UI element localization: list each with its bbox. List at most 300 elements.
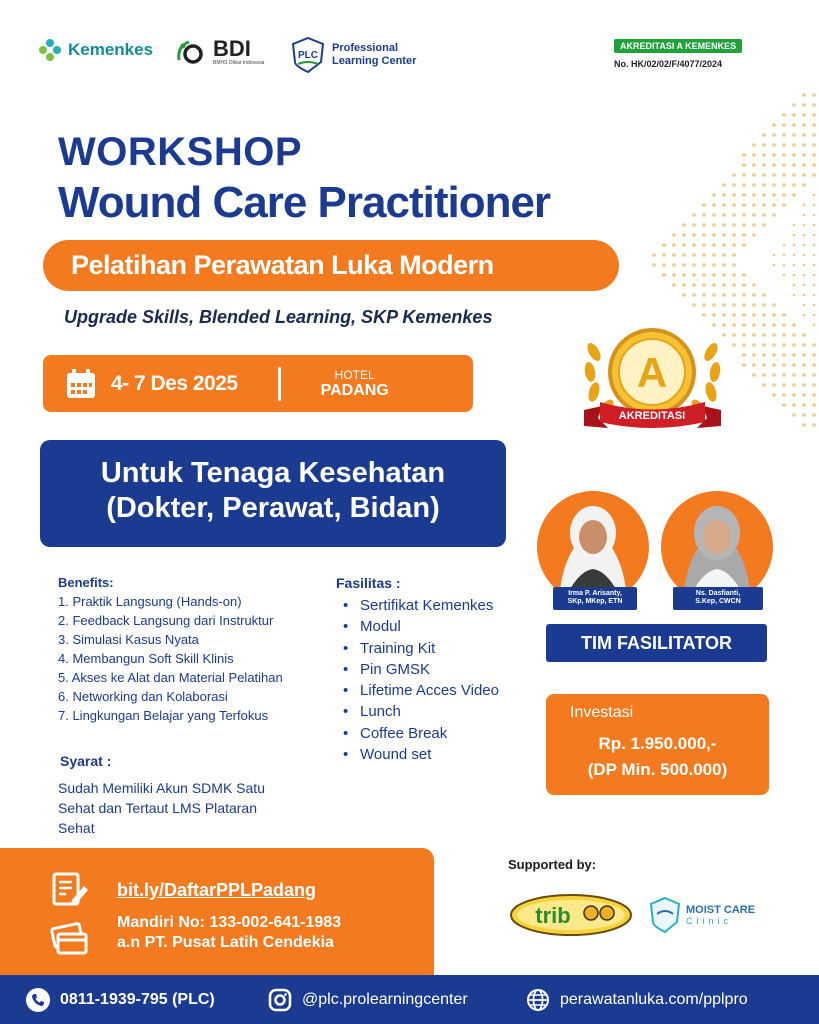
- decorative-dot: [802, 353, 806, 357]
- decorative-dot: [752, 323, 756, 327]
- decorative-dot: [712, 283, 716, 287]
- decorative-dot: [752, 163, 756, 167]
- investment-price: Rp. 1.950.000,-: [598, 734, 717, 753]
- syarat-line: Sehat dan Tertaut LMS Plataran: [58, 800, 257, 816]
- decorative-dot: [802, 153, 806, 157]
- decorative-dot: [682, 283, 686, 287]
- investment-dp: (DP Min. 500.000): [587, 760, 728, 779]
- decorative-dot: [812, 403, 816, 407]
- decorative-dot: [762, 193, 766, 197]
- decorative-dot: [802, 183, 806, 187]
- decorative-dot: [732, 193, 736, 197]
- decorative-dot: [742, 153, 746, 157]
- decorative-dot: [802, 93, 806, 97]
- benefits-heading: Benefits:: [58, 575, 114, 590]
- decorative-dot: [682, 233, 686, 237]
- decorative-dot: [803, 304, 806, 307]
- fasilitas-section: [336, 575, 499, 765]
- benefit-item: 2. Feedback Langsung dari Instruktur: [58, 613, 274, 628]
- syarat-section: [58, 751, 265, 838]
- fasilitas-item: • Lunch: [336, 701, 499, 722]
- venue-city: PADANG: [320, 381, 389, 399]
- kemenkes-label: Kemenkes: [68, 40, 154, 59]
- decorative-dot: [742, 223, 746, 227]
- decorative-dot: [772, 213, 776, 217]
- syarat-line: Sudah Memiliki Akun SDMK Satu: [58, 780, 265, 796]
- decorative-dot: [732, 263, 736, 267]
- plc-label-line2: Learning Center: [332, 55, 417, 67]
- decorative-dot: [783, 274, 786, 277]
- decorative-dot: [752, 193, 756, 197]
- decorative-dot: [802, 163, 806, 167]
- decorative-dot: [772, 183, 776, 187]
- decorative-dot: [812, 103, 816, 107]
- decorative-dot: [792, 363, 796, 367]
- decorative-dot: [732, 183, 736, 187]
- decorative-dot: [742, 343, 746, 347]
- decorative-dot: [793, 284, 796, 287]
- decorative-dot: [732, 273, 736, 277]
- decorative-dot: [793, 224, 796, 227]
- decorative-dot: [702, 263, 706, 267]
- benefit-item: 7. Lingkungan Belajar yang Terfokus: [58, 708, 269, 723]
- decorative-dot: [802, 423, 806, 427]
- decorative-dot: [742, 183, 746, 187]
- decorative-dot: [802, 113, 806, 117]
- decorative-dot: [732, 343, 736, 347]
- syarat-heading: Syarat :: [60, 753, 112, 769]
- decorative-dot: [742, 243, 746, 247]
- decorative-dot: [773, 254, 776, 257]
- decorative-dot: [802, 383, 806, 387]
- benefit-item: 3. Simulasi Kasus Nyata: [58, 632, 199, 647]
- decorative-dot: [813, 294, 816, 297]
- decorative-dot: [702, 203, 706, 207]
- decorative-dot: [762, 373, 766, 377]
- decorative-dot: [762, 133, 766, 137]
- decorative-dot: [782, 133, 786, 137]
- decorative-dot: [802, 393, 806, 397]
- decorative-dot: [792, 403, 796, 407]
- date-venue-box: [43, 355, 473, 412]
- investment-box: [546, 694, 769, 795]
- website-url: perawatanluka.com/pplpro: [560, 991, 748, 1008]
- decorative-dot: [783, 244, 786, 247]
- phone-number: 0811-1939-795 (PLC): [60, 991, 215, 1008]
- subtitle-pill: Pelatihan Perawatan Luka Modern: [43, 240, 619, 291]
- trib-sponsor-logo: [509, 893, 633, 937]
- decorative-dot: [772, 303, 776, 307]
- venue: [321, 368, 389, 400]
- decorative-dot: [772, 383, 776, 387]
- decorative-dot: [732, 213, 736, 217]
- decorative-dot: [752, 293, 756, 297]
- decorative-dot: [762, 303, 766, 307]
- investment-label: Investasi: [570, 704, 634, 721]
- footer-phone[interactable]: [26, 988, 215, 1012]
- decorative-dot: [692, 223, 696, 227]
- facilitator-caption-2: [673, 587, 763, 610]
- decorative-dot: [692, 243, 696, 247]
- decorative-dot: [783, 254, 786, 257]
- decorative-dot: [772, 123, 776, 127]
- decorative-dot: [812, 93, 816, 97]
- decorative-dot: [712, 253, 716, 257]
- bank-account: Mandiri No: 133-002-641-1983: [117, 914, 342, 931]
- decorative-dot: [772, 203, 776, 207]
- decorative-dot: [812, 373, 816, 377]
- decorative-dot: [752, 373, 756, 377]
- decorative-dot: [802, 333, 806, 337]
- decorative-dot: [752, 213, 756, 217]
- decorative-dot: [803, 294, 806, 297]
- decorative-dot: [682, 243, 686, 247]
- decorative-dot: [712, 193, 716, 197]
- decorative-dot: [813, 224, 816, 227]
- fasilitas-item: • Training Kit: [336, 638, 499, 659]
- decorative-dot: [752, 283, 756, 287]
- decorative-dot: [762, 363, 766, 367]
- decorative-dot: [803, 254, 806, 257]
- decorative-dot: [762, 173, 766, 177]
- decorative-dot: [802, 403, 806, 407]
- decorative-dot: [742, 213, 746, 217]
- bdi-sublabel: BMHS Diklat Indonesia: [213, 60, 265, 66]
- decorative-dot: [762, 293, 766, 297]
- decorative-dot: [782, 193, 786, 197]
- facilitator-1-title: SKp, MKep, ETN: [567, 598, 623, 606]
- decorative-dot: [782, 393, 786, 397]
- medal-letter: A: [636, 349, 668, 396]
- decorative-dot: [722, 293, 726, 297]
- benefit-item: 1. Praktik Langsung (Hands-on): [58, 594, 242, 609]
- decorative-dot: [722, 303, 726, 307]
- target-line2: (Dokter, Perawat, Bidan): [106, 491, 440, 524]
- decorative-dot: [652, 263, 656, 267]
- decorative-dot: [752, 203, 756, 207]
- decorative-dot: [732, 303, 736, 307]
- decorative-dot: [692, 253, 696, 257]
- decorative-dot: [752, 153, 756, 157]
- moist-care-sponsor-logo: [648, 896, 755, 934]
- decorative-dot: [792, 343, 796, 347]
- decorative-dot: [813, 314, 816, 317]
- decorative-dot: [762, 183, 766, 187]
- decorative-dot: [812, 363, 816, 367]
- decorative-dot: [772, 163, 776, 167]
- decorative-dot: [813, 214, 816, 217]
- plc-shield-icon: [290, 36, 326, 74]
- decorative-dot: [792, 123, 796, 127]
- decorative-dot: [802, 103, 806, 107]
- decorative-dot: [682, 263, 686, 267]
- decorative-dot: [782, 183, 786, 187]
- bdi-logo: [175, 38, 264, 66]
- decorative-dot: [782, 323, 786, 327]
- decorative-dot: [792, 103, 796, 107]
- decorative-dot: [752, 303, 756, 307]
- decorative-dot: [762, 383, 766, 387]
- decorative-dot: [712, 203, 716, 207]
- decorative-dot: [772, 333, 776, 337]
- decorative-dot: [732, 283, 736, 287]
- decorative-dot: [792, 143, 796, 147]
- decorative-dot: [772, 143, 776, 147]
- decorative-dot: [772, 323, 776, 327]
- decorative-dot: [813, 204, 816, 207]
- decorative-dot: [742, 323, 746, 327]
- fasilitas-item: • Sertifikat Kemenkes: [336, 595, 499, 616]
- decorative-dot: [762, 203, 766, 207]
- decorative-dot: [722, 223, 726, 227]
- decorative-dot: [672, 273, 676, 277]
- decorative-dot: [813, 284, 816, 287]
- decorative-dot: [752, 333, 756, 337]
- footer-bar: [0, 975, 819, 1024]
- decorative-dot: [692, 233, 696, 237]
- decorative-dot: [793, 294, 796, 297]
- syarat-line: Sehat: [58, 820, 95, 836]
- kemenkes-logo: [38, 38, 153, 62]
- medal-ribbon-label: AKREDITASI: [618, 410, 686, 422]
- moist-shield-icon: [648, 896, 682, 934]
- decorative-dot: [752, 313, 756, 317]
- decorative-dot: [792, 383, 796, 387]
- decorative-dot: [722, 233, 726, 237]
- decorative-dot: [813, 264, 816, 267]
- decorative-dot: [812, 143, 816, 147]
- decorative-dot: [702, 243, 706, 247]
- decorative-dot: [672, 243, 676, 247]
- decorative-dot: [812, 343, 816, 347]
- decorative-dot: [813, 304, 816, 307]
- decorative-dot: [802, 343, 806, 347]
- decorative-dot: [772, 313, 776, 317]
- decorative-dot: [793, 274, 796, 277]
- decorative-dot: [812, 123, 816, 127]
- fasilitas-list: [336, 595, 499, 765]
- decorative-dot: [782, 163, 786, 167]
- decorative-dot: [812, 413, 816, 417]
- fasilitas-item: • Pin GMSK: [336, 659, 499, 680]
- decorative-dot: [802, 123, 806, 127]
- decorative-dot: [702, 213, 706, 217]
- footer-website[interactable]: [526, 988, 748, 1012]
- decorative-dot: [692, 263, 696, 267]
- decorative-dot: [742, 363, 746, 367]
- decorative-dot: [783, 264, 786, 267]
- decorative-dot: [812, 393, 816, 397]
- decorative-dot: [812, 173, 816, 177]
- decorative-dot: [782, 203, 786, 207]
- decorative-dot: [692, 273, 696, 277]
- footer-instagram[interactable]: [268, 988, 468, 1012]
- decorative-dot: [742, 283, 746, 287]
- decorative-dot: [792, 183, 796, 187]
- decorative-dot: [772, 153, 776, 157]
- bank-account-holder: a.n PT. Pusat Latih Cendekia: [117, 934, 334, 951]
- facilitator-2-title: S.Kep, CWCN: [695, 598, 741, 606]
- registration-box: [0, 848, 434, 975]
- decorative-dot: [732, 313, 736, 317]
- decorative-dot: [792, 193, 796, 197]
- decorative-dot: [742, 353, 746, 357]
- decorative-dot: [672, 283, 676, 287]
- decorative-dot: [803, 274, 806, 277]
- decorative-dot: [792, 133, 796, 137]
- decorative-dot: [692, 213, 696, 217]
- decorative-dot: [702, 293, 706, 297]
- decorative-dot: [712, 293, 716, 297]
- decorative-dot: [722, 313, 726, 317]
- bdi-label: BDI: [213, 36, 251, 61]
- decorative-dot: [672, 253, 676, 257]
- instagram-handle: @plc.prolearningcenter: [302, 991, 468, 1008]
- decorative-dot: [772, 393, 776, 397]
- decorative-dot: [813, 244, 816, 247]
- decorative-dot: [812, 153, 816, 157]
- decorative-dot: [762, 213, 766, 217]
- benefit-item: 6. Networking dan Kolaborasi: [58, 689, 228, 704]
- decorative-dot: [712, 303, 716, 307]
- decorative-dot: [782, 383, 786, 387]
- venue-type: HOTEL: [334, 367, 375, 382]
- decorative-dot: [812, 163, 816, 167]
- decorative-dot: [782, 173, 786, 177]
- decorative-dot: [732, 253, 736, 257]
- decorative-dot: [773, 264, 776, 267]
- decorative-dot: [813, 324, 816, 327]
- target-audience-box: [40, 440, 506, 547]
- decorative-dot: [812, 113, 816, 117]
- registration-link[interactable]: bit.ly/DaftarPPLPadang: [117, 880, 317, 900]
- decorative-dot: [762, 223, 766, 227]
- decorative-dot: [722, 203, 726, 207]
- decorative-dot: [752, 233, 756, 237]
- decorative-dot: [702, 303, 706, 307]
- decorative-dot: [762, 353, 766, 357]
- decorative-dot: [732, 323, 736, 327]
- decorative-dot: [813, 254, 816, 257]
- decorative-dot: [762, 143, 766, 147]
- decorative-dot: [762, 313, 766, 317]
- decorative-dot: [803, 244, 806, 247]
- credit-card-icon: [50, 918, 90, 958]
- decorative-dot: [752, 223, 756, 227]
- decorative-dot: [752, 143, 756, 147]
- instagram-icon: [268, 988, 292, 1012]
- decorative-dot: [682, 293, 686, 297]
- decorative-dot: [702, 273, 706, 277]
- decorative-dot: [682, 253, 686, 257]
- decorative-dot: [813, 274, 816, 277]
- decorative-dot: [732, 203, 736, 207]
- decorative-dot: [782, 153, 786, 157]
- decorative-dot: [803, 284, 806, 287]
- form-edit-icon: [50, 870, 90, 910]
- plc-logo: [290, 36, 416, 74]
- decorative-dot: [782, 373, 786, 377]
- fasilitas-item: • Lifetime Acces Video: [336, 680, 499, 701]
- decorative-dot: [802, 373, 806, 377]
- decorative-dot: [802, 363, 806, 367]
- decorative-dot: [793, 244, 796, 247]
- decorative-dot: [782, 313, 786, 317]
- decorative-dot: [722, 253, 726, 257]
- target-line1: Untuk Tenaga Kesehatan: [100, 457, 446, 489]
- decorative-dot: [813, 234, 816, 237]
- separator: [278, 367, 281, 401]
- decorative-dot: [752, 363, 756, 367]
- decorative-dot: [712, 243, 716, 247]
- decorative-dot: [722, 213, 726, 217]
- decorative-dot: [792, 163, 796, 167]
- decorative-dot: [752, 183, 756, 187]
- decorative-dot: [742, 233, 746, 237]
- bdi-icon: [175, 38, 209, 66]
- decorative-dot: [782, 333, 786, 337]
- decorative-dot: [732, 173, 736, 177]
- decorative-dot: [772, 173, 776, 177]
- decorative-dot: [762, 343, 766, 347]
- decorative-dot: [803, 224, 806, 227]
- decorative-dot: [772, 373, 776, 377]
- fasilitas-item: • Modul: [336, 616, 499, 637]
- facilitator-1-name: Irma P. Arisanty,: [568, 590, 622, 597]
- decorative-dot: [722, 263, 726, 267]
- moist-care-label: MOIST CARE: [686, 904, 756, 916]
- decorative-dot: [802, 413, 806, 417]
- decorative-dot: [752, 173, 756, 177]
- decorative-dot: [772, 353, 776, 357]
- decorative-dot: [652, 253, 656, 257]
- decorative-dot: [712, 313, 716, 317]
- decorative-dot: [712, 233, 716, 237]
- decorative-dot: [762, 333, 766, 337]
- decorative-dot: [772, 363, 776, 367]
- decorative-dot: [752, 353, 756, 357]
- decorative-dot: [762, 153, 766, 157]
- fasilitas-item: • Coffee Break: [336, 723, 499, 744]
- fasilitas-heading: Fasilitas :: [336, 575, 401, 591]
- decorative-dot: [702, 283, 706, 287]
- facilitator-2-name: Ns. Dasfianti,: [695, 590, 741, 597]
- moist-clinic-label: Clinic: [686, 916, 733, 926]
- accreditation-badge: AKREDITASI A KEMENKES: [614, 39, 742, 53]
- decorative-dot: [712, 223, 716, 227]
- decorative-dot: [803, 204, 806, 207]
- decorative-dot: [672, 263, 676, 267]
- decorative-dot: [702, 223, 706, 227]
- supported-by-heading: Supported by:: [508, 857, 597, 872]
- facilitator-team-label: TIM FASILITATOR: [546, 624, 767, 662]
- globe-icon: [526, 988, 550, 1012]
- decorative-dot: [722, 283, 726, 287]
- decorative-dot: [722, 273, 726, 277]
- benefit-item: 5. Akses ke Alat dan Material Pelatihan: [58, 670, 283, 685]
- decorative-dot: [692, 303, 696, 307]
- decorative-dot: [742, 293, 746, 297]
- decorative-dot: [732, 293, 736, 297]
- decorative-dot: [742, 193, 746, 197]
- decorative-dot: [792, 353, 796, 357]
- decorative-dot: [782, 343, 786, 347]
- decorative-dot: [793, 234, 796, 237]
- decorative-dot: [803, 234, 806, 237]
- decorative-dot: [662, 253, 666, 257]
- decorative-dot: [812, 353, 816, 357]
- decorative-dot: [712, 213, 716, 217]
